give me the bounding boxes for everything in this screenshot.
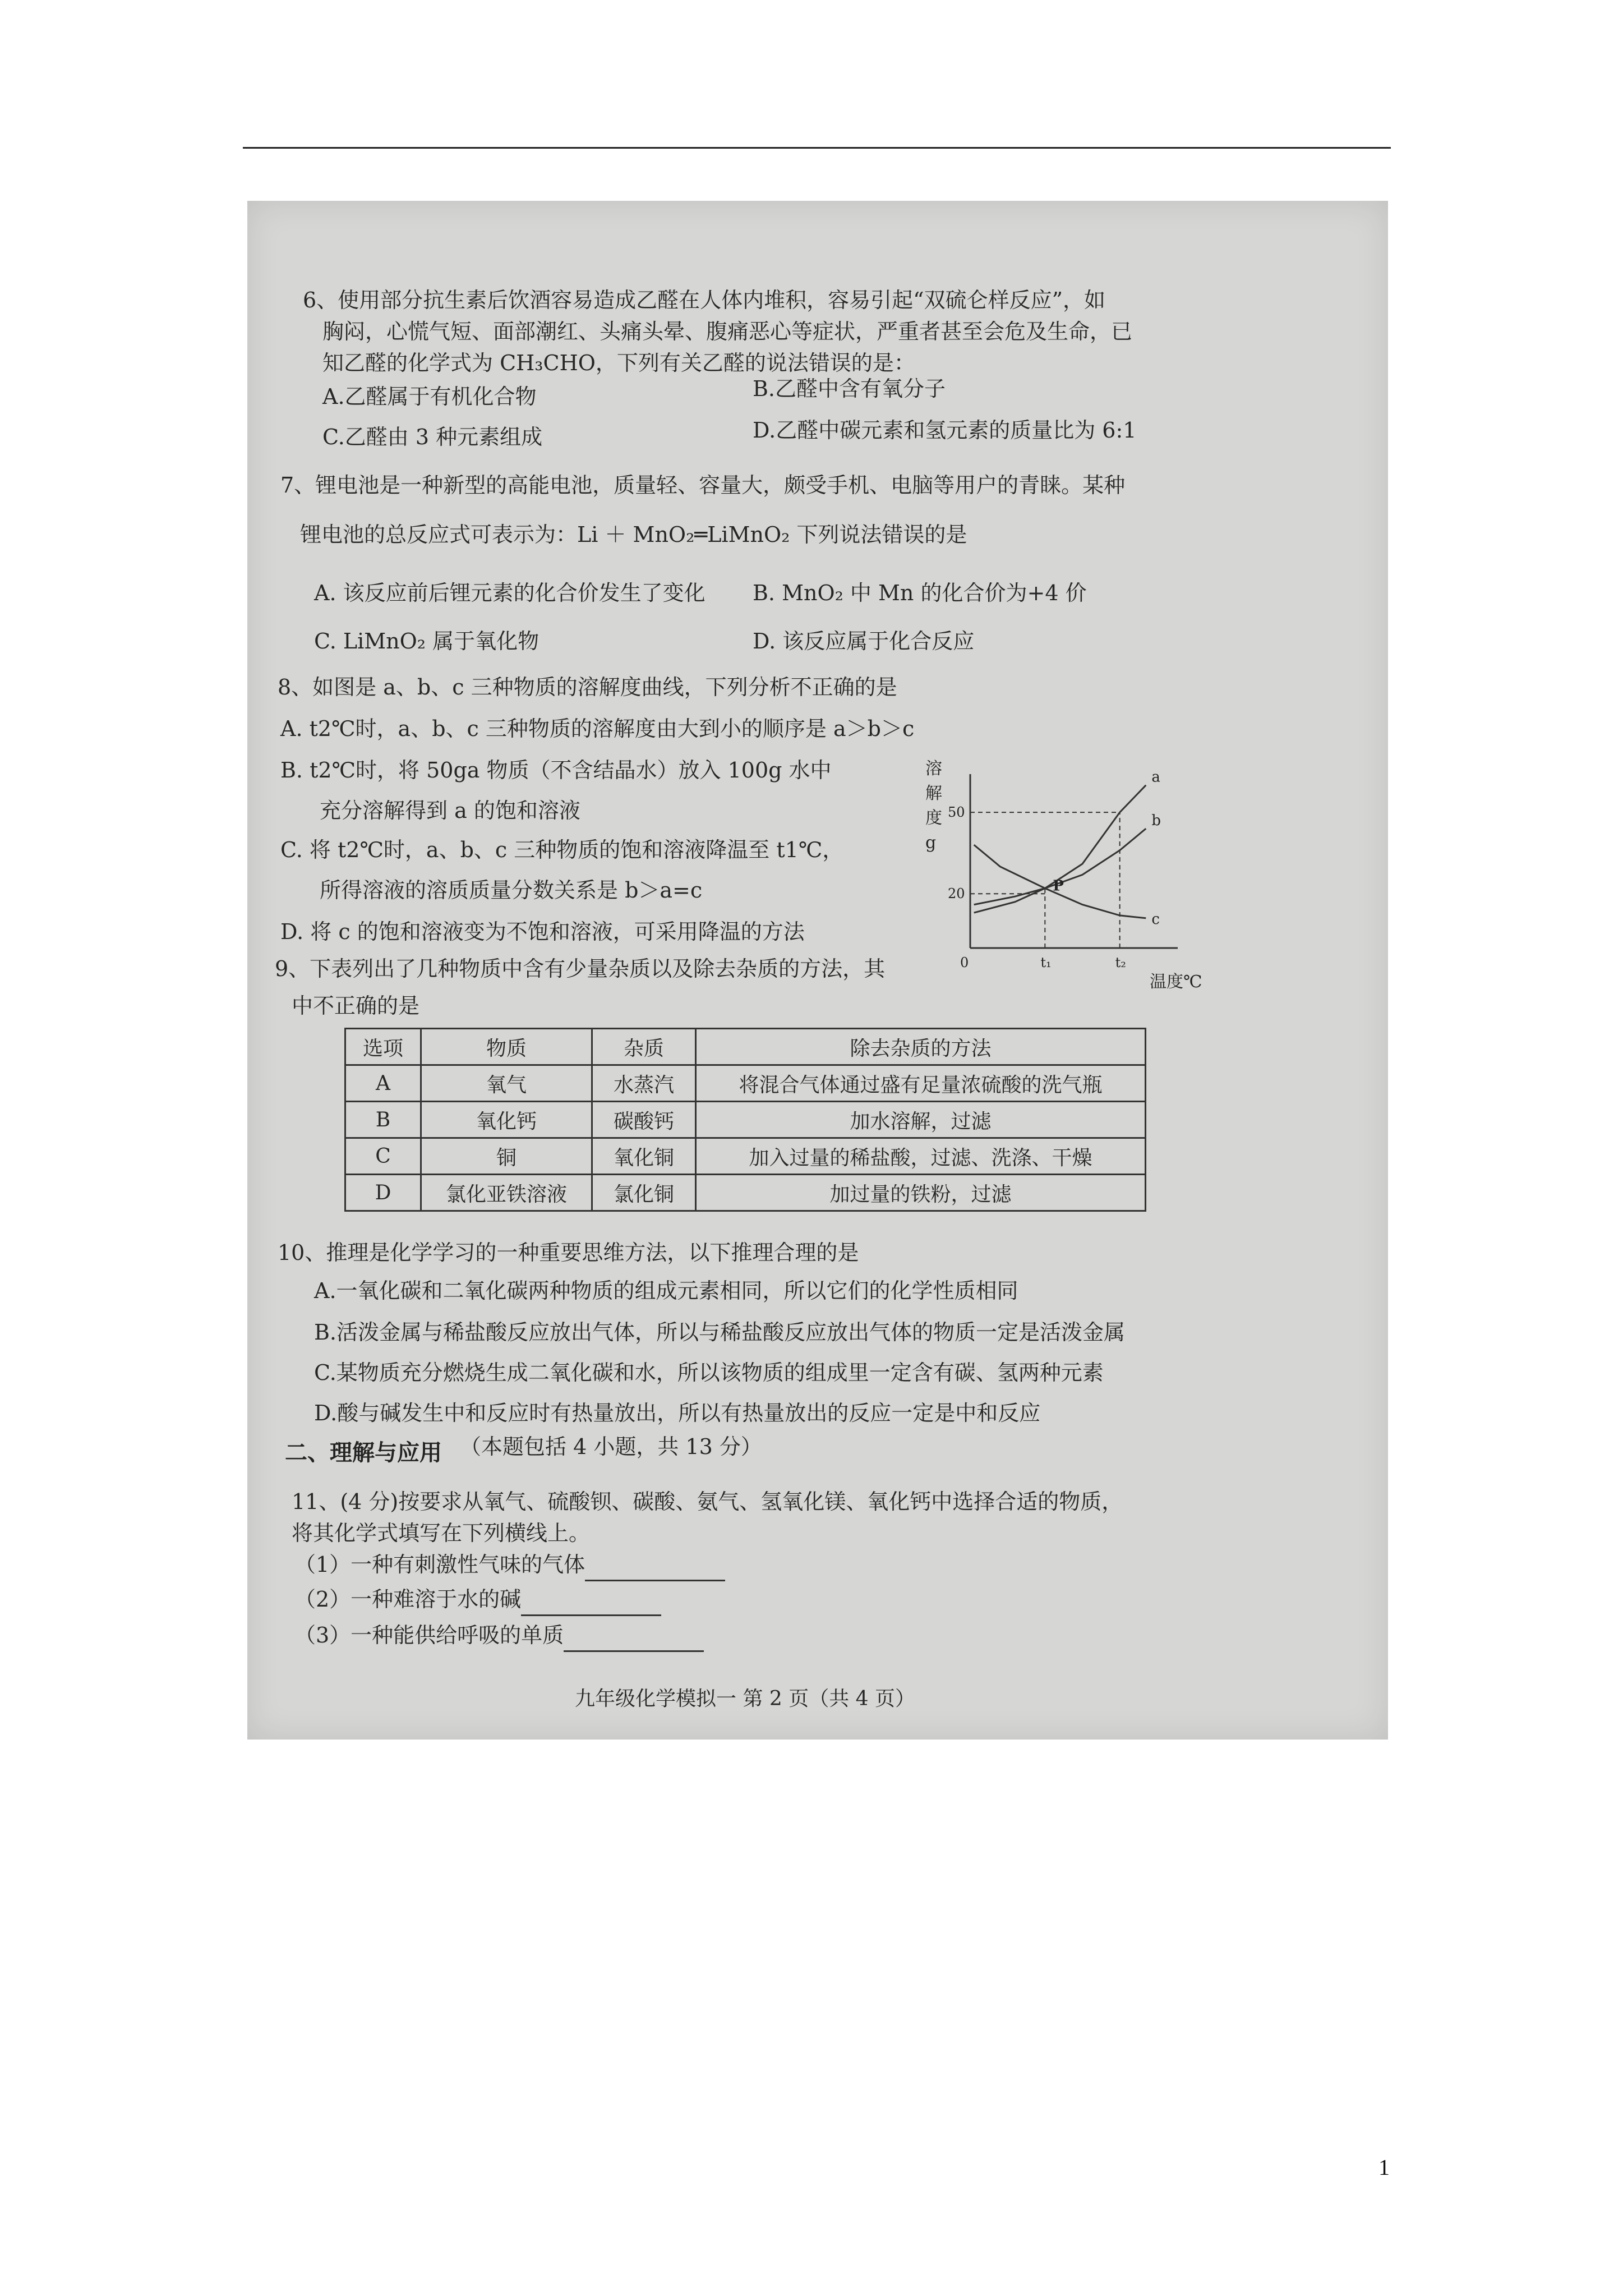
- q6-line3: 知乙醛的化学式为 CH₃CHO，下列有关乙醛的说法错误的是：: [322, 351, 915, 375]
- q8-option-a: A. t2℃时，a、b、c 三种物质的溶解度由大到小的顺序是 a＞b＞c: [280, 716, 915, 741]
- q11-sub2-label: （2）一种难溶于水的碱: [294, 1587, 522, 1612]
- table-cell: 氧化钙: [421, 1102, 592, 1138]
- table-header-row: [345, 1029, 1146, 1065]
- q6-line1: 6、使用部分抗生素后饮酒容易造成乙醛在人体内堆积，容易引起“双硫仑样反应”，如: [303, 288, 1106, 312]
- y-tick-label: 50: [948, 804, 965, 821]
- q6-option-c: C.乙醛由 3 种元素组成: [322, 425, 543, 449]
- q11-line2: 将其化学式填写在下列横线上。: [292, 1521, 591, 1545]
- q10-option-d: D.酸与碱发生中和反应时有热量放出，所以有热量放出的反应一定是中和反应: [314, 1401, 1041, 1425]
- x-axis-label: 温度℃: [1150, 972, 1202, 992]
- q6-option-a: A.乙醛属于有机化合物: [322, 384, 537, 409]
- table-row: [345, 1065, 1146, 1102]
- q8-option-d: D. 将 c 的饱和溶液变为不饱和溶液，可采用降温的方法: [280, 919, 805, 944]
- table-cell: 氧化铜: [592, 1138, 696, 1175]
- q11-sub1: [294, 1549, 725, 1581]
- table-cell: D: [345, 1175, 421, 1211]
- intersection-point-label: P: [1053, 877, 1064, 895]
- series-label-b: b: [1151, 812, 1161, 830]
- y-axis-label-char: 溶: [925, 759, 942, 779]
- table-cell: 加过量的铁粉，过滤: [696, 1175, 1146, 1211]
- y-axis-label-char: g: [925, 833, 937, 853]
- table-row: [345, 1102, 1146, 1138]
- table-header-cell: 物质: [421, 1029, 592, 1065]
- q7-line1: 7、锂电池是一种新型的高能电池，质量轻、容量大，颇受手机、电脑等用户的青睐。某种: [280, 473, 1126, 498]
- q11-sub3-label: （3）一种能供给呼吸的单质: [294, 1623, 564, 1648]
- table-cell: 氯化亚铁溶液: [421, 1175, 592, 1211]
- y-axis-label-char: 解: [925, 784, 942, 803]
- q6-line2: 胸闷，心慌气短、面部潮红、头痛头晕、腹痛恶心等症状，严重者甚至会危及生命，已: [322, 319, 1133, 344]
- table-cell: 铜: [421, 1138, 592, 1175]
- x-tick-label: t₂: [1115, 955, 1126, 970]
- q11-answer-blank-2: [521, 1584, 661, 1616]
- q11-sub3: [294, 1620, 704, 1652]
- q9-line2: 中不正确的是: [292, 993, 420, 1018]
- q11-answer-blank-3: [564, 1620, 704, 1652]
- q10-option-b: B.活泼金属与稀盐酸反应放出气体，所以与稀盐酸反应放出气体的物质一定是活泼金属: [314, 1320, 1126, 1345]
- q10-option-a: A.一氧化碳和二氧化碳两种物质的组成元素相同，所以它们的化学性质相同: [314, 1278, 1018, 1303]
- table-cell: B: [345, 1102, 421, 1138]
- table-cell: 将混合气体通过盛有足量浓硫酸的洗气瓶: [696, 1065, 1146, 1102]
- section-2-title: 二、理解与应用: [285, 1439, 442, 1466]
- q7-option-a: A. 该反应前后锂元素的化合价发生了变化: [314, 581, 706, 605]
- table-header-cell: 除去杂质的方法: [696, 1029, 1146, 1065]
- table-header-cell: 选项: [345, 1029, 421, 1065]
- q10-stem: 10、推理是化学学习的一种重要思维方法，以下推理合理的是: [278, 1240, 859, 1265]
- q8-option-c-line2: 所得溶液的溶质质量分数关系是 b＞a=c: [320, 878, 703, 903]
- origin-label: 0: [960, 955, 969, 970]
- section-2-note: （本题包括 4 小题，共 13 分）: [460, 1434, 762, 1459]
- q7-option-d: D. 该反应属于化合反应: [753, 629, 975, 654]
- exam-footer: 九年级化学模拟一 第 2 页（共 4 页）: [575, 1687, 916, 1710]
- x-tick-label: t₁: [1040, 955, 1052, 970]
- q11-answer-blank-1: [585, 1549, 725, 1581]
- impurity-removal-table: [344, 1028, 1146, 1212]
- header-rule: [243, 147, 1391, 149]
- table-cell: 碳酸钙: [592, 1102, 696, 1138]
- solubility-curve-chart: [903, 757, 1206, 999]
- q8-option-b-line1: B. t2℃时，将 50ga 物质（不含结晶水）放入 100g 水中: [280, 758, 832, 783]
- table-row: [345, 1175, 1146, 1211]
- series-label-a: a: [1151, 769, 1160, 786]
- table-cell: 氯化铜: [592, 1175, 696, 1211]
- table-header-cell: 杂质: [592, 1029, 696, 1065]
- q8-option-c-line1: C. 将 t2℃时，a、b、c 三种物质的饱和溶液降温至 t1℃，: [280, 838, 844, 862]
- y-tick-label: 20: [948, 886, 965, 902]
- y-axis-label-char: 度: [925, 808, 942, 828]
- q11-sub1-label: （1）一种有刺激性气味的气体: [294, 1552, 585, 1577]
- table-cell: 水蒸汽: [592, 1065, 696, 1102]
- page-number: 1: [1378, 2155, 1390, 2180]
- q7-option-c: C. LiMnO₂ 属于氧化物: [314, 629, 540, 654]
- table-cell: 加入过量的稀盐酸，过滤、洗涤、干燥: [696, 1138, 1146, 1175]
- q8-option-b-line2: 充分溶解得到 a 的饱和溶液: [320, 798, 580, 823]
- q6-option-d: D.乙醛中碳元素和氢元素的质量比为 6:1: [753, 418, 1137, 443]
- q10-option-c: C.某物质充分燃烧生成二氧化碳和水，所以该物质的组成里一定含有碳、氢两种元素: [314, 1360, 1104, 1385]
- table-cell: C: [345, 1138, 421, 1175]
- table-cell: 加水溶解，过滤: [696, 1102, 1146, 1138]
- q6-option-b: B.乙醛中含有氧分子: [753, 376, 946, 401]
- table-row: [345, 1138, 1146, 1175]
- q11-line1: 11、(4 分)按要求从氧气、硫酸钡、碳酸、氨气、氢氧化镁、氧化钙中选择合适的物质，: [292, 1489, 1123, 1514]
- q11-sub2: [294, 1584, 661, 1616]
- table-cell: 氧气: [421, 1065, 592, 1102]
- series-label-c: c: [1151, 910, 1160, 928]
- q7-option-b: B. MnO₂ 中 Mn 的化合价为+4 价: [753, 581, 1087, 605]
- q7-line2: 锂电池的总反应式可表示为：Li ＋ MnO₂═LiMnO₂ 下列说法错误的是: [300, 522, 967, 547]
- q9-line1: 9、下表列出了几种物质中含有少量杂质以及除去杂质的方法，其: [275, 956, 886, 981]
- q8-stem: 8、如图是 a、b、c 三种物质的溶解度曲线，下列分析不正确的是: [278, 675, 897, 700]
- table-cell: A: [345, 1065, 421, 1102]
